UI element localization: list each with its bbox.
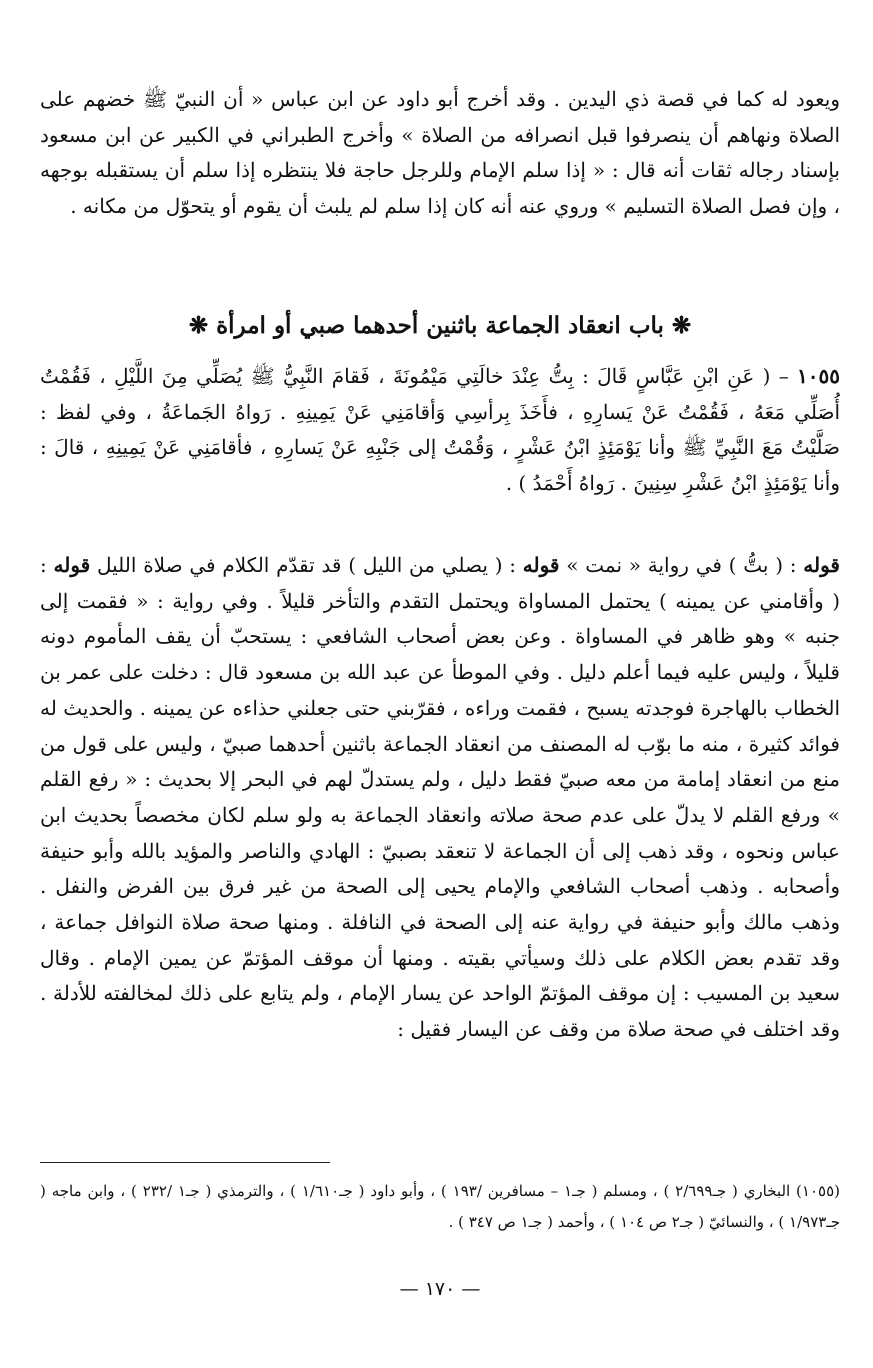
footnote-divider xyxy=(40,1162,330,1163)
commentary-text-2: : ( يصلي من الليل ) قد تقدّم الكلام في صلاة الليل xyxy=(90,553,523,577)
hadith-number: ١٠٥٥ xyxy=(797,364,840,388)
commentary-label-1: قوله xyxy=(803,553,840,577)
hadith-text: – ( عَنِ ابْنِ عَبَّاسٍ قَالَ : بِتُّ عِنْدَ خالَتِي مَيْمُونَةَ ، فَقامَ النَّبِيُّ ﷺ يُصَلِّي مِنَ اللَّيْلِ ، فَقُمْتُ أُصَلِّي مَعَهُ ، فَقُمْتُ عَنْ يَسارِهِ ، فأَخَذَ بِرأسِي وَأقامَنِي عَنْ يَمِينِهِ . رَواهُ الجَماعَةُ ، وفي لفظ : صَلَّيْتُ مَعَ النَّبِيِّ ﷺ وأنا يَوْمَئِذٍ ابْنُ عَشْرٍ ، وَقُمْتُ إلى جَنْبِهِ عَنْ يَسارِهِ ، فأقامَنِي عَنْ يَمِينِهِ ، قالَ : وأنا يَوْمَئِذٍ ابْنُ عَشْرِ سِنِينَ . رَواهُ أَحْمَدُ ) . xyxy=(40,364,840,495)
intro-paragraph: ويعود له كما في قصة ذي اليدين . وقد أخرج أبو داود عن ابن عباس « أن النبيّ ﷺ خضهم على الصلاة ونهاهم أن ينصرفوا قبل انصرافه من الصلاة » وأخرج الطبراني في الكبير عن ابن مسعود بإسناد رجاله ثقات أنه قال : « إذا سلم الإمام وللرجل حاجة فلا ينتظره إذا سلم أن يستقبله بوجهه ، وإن فصل الصلاة التسليم » وروي عنه أنه كان إذا سلم لم يلبث أن يقوم أو يتحوّل من مكانه . xyxy=(40,87,840,218)
page-number: — ١٧٠ — xyxy=(399,1278,481,1300)
commentary-text-1: : ( بتُّ ) في رواية « نمت » xyxy=(559,553,804,577)
commentary-text-3: : ( وأقامني عن يمينه ) يحتمل المساواة ويحتمل التقدم والتأخر قليلاً . وفي رواية : « فقمت إلى جنبه » وهو ظاهر في المساواة . وعن بعض أصحاب الشافعي : يستحبّ أن يقف المأموم دونه قليلاً ، وليس عليه فيما أعلم دليل . وفي الموطأ عن عبد الله بن مسعود قال : دخلت على عمر بن الخطاب بالهاجرة فوجدته يسبح ، فقمت وراءه ، فقرّبني حتى جعلني حذاءه عن يمينه . والحديث له فوائد كثيرة ، منه ما بوّب له المصنف من انعقاد الجماعة باثنين أحدهما صبيّ ، وليس على قول من منع من انعقاد إمامة من معه صبيّ فقط دليل ، ولم يستدلّ لهم في البحر إلا بحديث : « رفع القلم » ورفع القلم لا يدلّ على عدم صحة صلاته وانعقاد الجماعة به ولو سلم لكان مخصصاً بحديث ابن عباس ونحوه ، وقد ذهب إلى أن الجماعة لا تنعقد بصبيّ : الهادي والناصر والمؤيد بالله وأبو حنيفة وأصحابه . وذهب أصحاب الشافعي والإمام يحيى إلى الصحة من غير فرق بين الفرض والنفل . وذهب مالك وأبو حنيفة في رواية عنه إلى الصحة في النافلة . ومنها صحة صلاة النوافل جماعة ، وقد تقدم بعض الكلام على ذلك وسيأتي بقيته . ومنها أن موقف المؤتمّ عن يمين الإمام . وقال سعيد بن المسيب : إن موقف المؤتمّ الواحد عن يسار الإمام ، ولم يتابع على ذلك لمخالفته للأدلة . وقد اختلف في صحة صلاة من وقف عن اليسار فقيل : xyxy=(40,553,841,1042)
commentary-block xyxy=(40,548,840,1048)
commentary-label-3: قوله xyxy=(53,553,91,577)
book-page xyxy=(40,70,840,1360)
commentary-paragraph xyxy=(40,548,840,1048)
hadith-paragraph xyxy=(40,359,840,501)
chapter-heading: ❋ باب انعقاد الجماعة باثنين أحدهما صبي أو امرأة ❋ xyxy=(188,312,692,339)
footnote: (١٠٥٥) البخاري ( جـ٢/٦٩٩ ) ، ومسلم ( جـ١ – مسافرين /١٩٣ ) ، وأبو داود ( جـ١/٦١٠ ) ، والترمذي ( جـ١ /٢٣٢ ) ، وابن ماجه ( جـ١/٩٧٣ ) ، والنسائيّ ( جـ٢ ص ١٠٤ ) ، وأحمد ( جـ١ ص ٣٤٧ ) . xyxy=(40,1182,840,1231)
commentary-label-2: قوله xyxy=(522,553,560,577)
